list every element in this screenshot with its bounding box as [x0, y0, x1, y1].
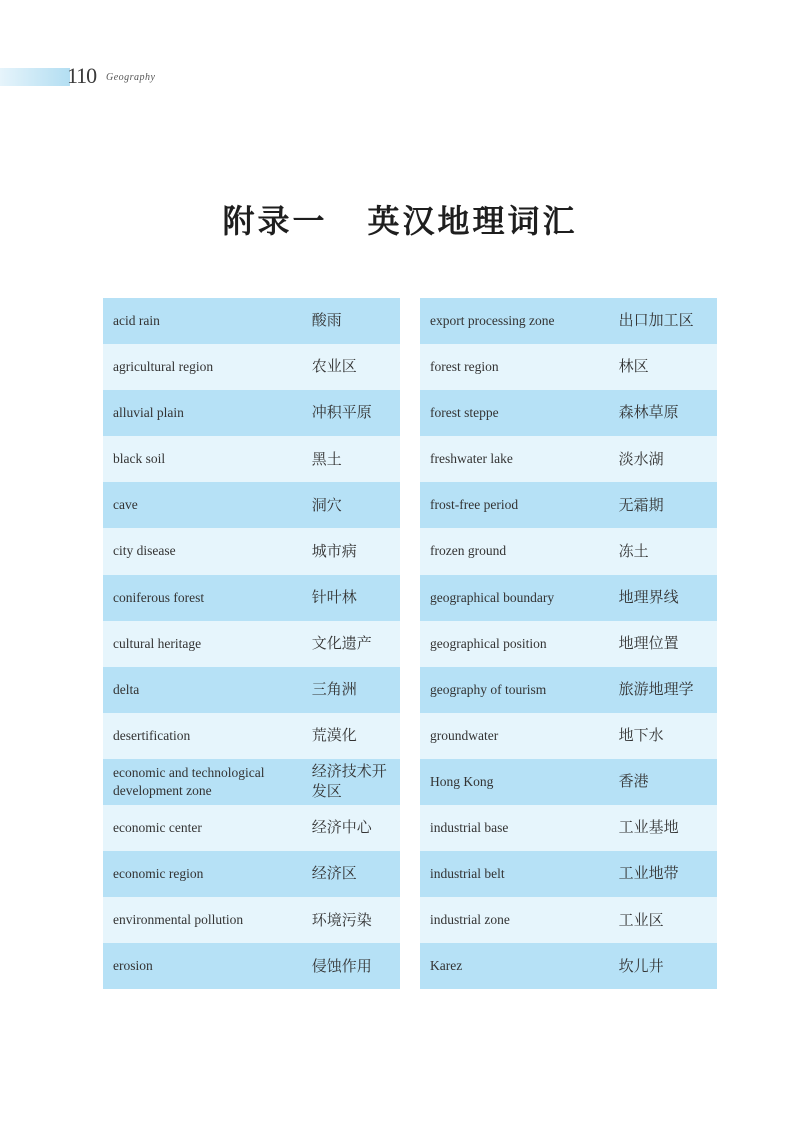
table-row — [103, 390, 400, 436]
table-row — [420, 897, 717, 943]
table-row — [420, 851, 717, 897]
term-english: forest steppe — [430, 405, 499, 421]
table-row — [103, 851, 400, 897]
term-english: Karez — [430, 958, 463, 974]
term-english: economic region — [113, 866, 204, 882]
table-row — [420, 298, 717, 344]
term-english: freshwater lake — [430, 451, 513, 467]
term-english: groundwater — [430, 727, 499, 743]
running-head: Geography — [106, 72, 156, 83]
term-english: Hong Kong — [430, 773, 494, 789]
title-part-appendix: 附录一 — [222, 202, 328, 240]
term-chinese: 林区 — [618, 357, 649, 376]
table-row — [103, 298, 400, 344]
term-chinese: 经济技术开发区 — [311, 762, 387, 800]
table-row — [103, 436, 400, 482]
term-english: agricultural region — [113, 359, 214, 375]
term-chinese: 针叶林 — [311, 587, 357, 606]
term-chinese: 香港 — [618, 772, 649, 791]
term-chinese: 黑土 — [311, 449, 342, 468]
table-row — [420, 759, 717, 805]
term-chinese: 洞穴 — [311, 495, 342, 514]
term-chinese: 经济区 — [311, 864, 357, 883]
term-chinese: 冲积平原 — [311, 403, 372, 422]
term-english: frozen ground — [430, 543, 507, 559]
term-chinese: 旅游地理学 — [618, 680, 694, 699]
term-english: geographical position — [430, 635, 547, 651]
term-english: forest region — [430, 359, 499, 375]
term-chinese: 环境污染 — [311, 910, 372, 929]
table-row — [420, 344, 717, 390]
vocab-table-right — [420, 298, 717, 989]
term-english: black soil — [113, 451, 166, 467]
term-chinese: 地下水 — [618, 726, 664, 745]
term-english: delta — [113, 681, 140, 697]
term-chinese: 城市病 — [311, 541, 357, 560]
term-english: economic and technological development zone — [113, 764, 265, 798]
term-chinese: 工业区 — [618, 910, 664, 929]
table-row — [420, 482, 717, 528]
term-english: environmental pollution — [113, 912, 244, 928]
term-english: alluvial plain — [113, 405, 184, 421]
table-row — [103, 528, 400, 574]
table-row — [103, 344, 400, 390]
title-part-vocabulary: 英汉地理词汇 — [367, 202, 578, 240]
term-english: erosion — [113, 958, 153, 974]
page-number: 110 — [67, 63, 97, 88]
term-english: industrial belt — [430, 866, 505, 882]
term-english: desertification — [113, 727, 191, 743]
term-chinese: 淡水湖 — [618, 449, 664, 468]
term-chinese: 坎儿井 — [618, 956, 664, 975]
term-chinese: 工业地带 — [618, 864, 679, 883]
term-english: industrial base — [430, 819, 509, 835]
term-chinese: 酸雨 — [311, 311, 342, 330]
term-english: industrial zone — [430, 912, 510, 928]
term-english: cave — [113, 497, 138, 513]
table-row — [103, 667, 400, 713]
term-chinese: 荒漠化 — [311, 726, 357, 745]
term-english: coniferous forest — [113, 589, 205, 605]
term-english: acid rain — [113, 312, 160, 328]
term-chinese: 侵蚀作用 — [311, 956, 372, 975]
term-english: export processing zone — [430, 312, 555, 328]
term-chinese: 农业区 — [311, 357, 357, 376]
term-chinese: 冻土 — [618, 541, 649, 560]
table-row — [420, 390, 717, 436]
table-row — [420, 713, 717, 759]
term-english: economic center — [113, 819, 202, 835]
table-row — [103, 897, 400, 943]
table-row — [420, 943, 717, 989]
term-english: city disease — [113, 543, 176, 559]
term-english: cultural heritage — [113, 635, 202, 651]
table-row — [420, 621, 717, 667]
table-row — [103, 482, 400, 528]
term-english: frost-free period — [430, 497, 519, 513]
term-chinese: 无霜期 — [618, 495, 664, 514]
table-row — [420, 805, 717, 851]
table-row — [420, 528, 717, 574]
table-row — [103, 575, 400, 621]
table-row — [420, 667, 717, 713]
table-row — [420, 575, 717, 621]
term-chinese: 工业基地 — [618, 818, 679, 837]
term-chinese: 经济中心 — [311, 818, 372, 837]
term-chinese: 文化遗产 — [311, 633, 372, 652]
term-english: geography of tourism — [430, 681, 547, 697]
term-chinese: 森林草原 — [618, 403, 679, 422]
table-row — [420, 436, 717, 482]
table-row — [103, 621, 400, 667]
table-row — [103, 759, 400, 805]
vocab-table-left — [103, 298, 400, 989]
term-chinese: 地理位置 — [618, 633, 679, 652]
page-title — [0, 196, 800, 242]
header-accent-bar — [0, 68, 70, 86]
term-chinese: 三角洲 — [311, 680, 357, 699]
table-row — [103, 805, 400, 851]
term-chinese: 地理界线 — [618, 587, 679, 606]
table-row — [103, 713, 400, 759]
term-chinese: 出口加工区 — [618, 311, 694, 330]
term-english: geographical boundary — [430, 589, 555, 605]
table-row — [103, 943, 400, 989]
